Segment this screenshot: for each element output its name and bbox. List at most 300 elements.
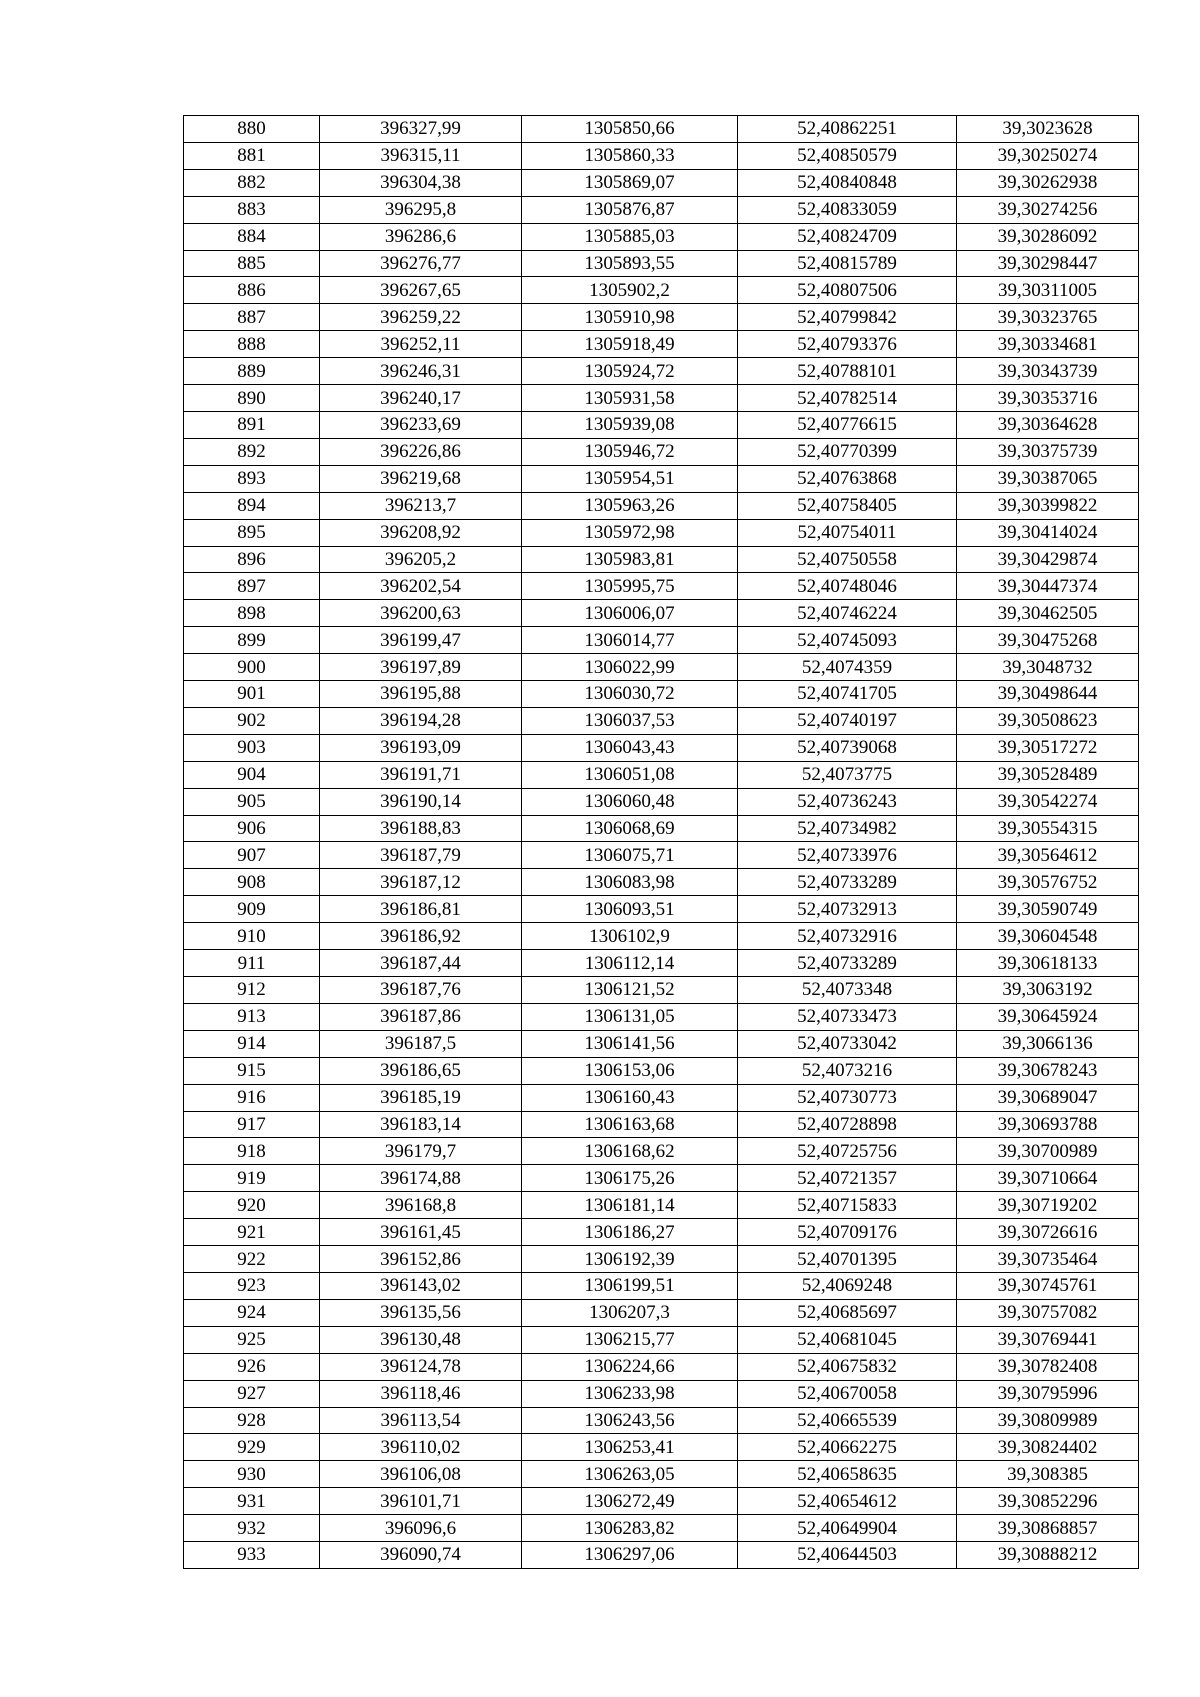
longitude-cell: 39,30757082 [957, 1299, 1139, 1326]
longitude-cell: 39,3023628 [957, 116, 1139, 143]
table-row [184, 1488, 1139, 1515]
table-row [184, 465, 1139, 492]
table-row [184, 142, 1139, 169]
latitude-cell: 52,40658635 [738, 1461, 957, 1488]
latitude-cell: 52,40701395 [738, 1246, 957, 1273]
y-coordinate-cell: 1306131,05 [522, 1003, 738, 1030]
x-coordinate-cell: 396246,31 [320, 358, 522, 385]
point-number-cell: 895 [184, 519, 320, 546]
point-number-cell: 921 [184, 1219, 320, 1246]
latitude-cell: 52,40685697 [738, 1299, 957, 1326]
longitude-cell: 39,30462505 [957, 600, 1139, 627]
y-coordinate-cell: 1306051,08 [522, 761, 738, 788]
x-coordinate-cell: 396304,38 [320, 169, 522, 196]
longitude-cell: 39,30429874 [957, 546, 1139, 573]
y-coordinate-cell: 1306192,39 [522, 1246, 738, 1273]
longitude-cell: 39,30375739 [957, 438, 1139, 465]
longitude-cell: 39,30735464 [957, 1246, 1139, 1273]
table-row [184, 896, 1139, 923]
latitude-cell: 52,40715833 [738, 1192, 957, 1219]
longitude-cell: 39,30719202 [957, 1192, 1139, 1219]
table-row [184, 950, 1139, 977]
longitude-cell: 39,30343739 [957, 358, 1139, 385]
longitude-cell: 39,30852296 [957, 1488, 1139, 1515]
point-number-cell: 909 [184, 896, 320, 923]
latitude-cell: 52,4073216 [738, 1057, 957, 1084]
longitude-cell: 39,30726616 [957, 1219, 1139, 1246]
y-coordinate-cell: 1305995,75 [522, 573, 738, 600]
y-coordinate-cell: 1306224,66 [522, 1353, 738, 1380]
point-number-cell: 902 [184, 707, 320, 734]
longitude-cell: 39,30517272 [957, 734, 1139, 761]
latitude-cell: 52,40709176 [738, 1219, 957, 1246]
point-number-cell: 890 [184, 385, 320, 412]
y-coordinate-cell: 1306199,51 [522, 1272, 738, 1299]
y-coordinate-cell: 1306068,69 [522, 815, 738, 842]
point-number-cell: 925 [184, 1326, 320, 1353]
y-coordinate-cell: 1306186,27 [522, 1219, 738, 1246]
table-row [184, 1299, 1139, 1326]
y-coordinate-cell: 1306060,48 [522, 788, 738, 815]
longitude-cell: 39,30618133 [957, 950, 1139, 977]
longitude-cell: 39,30323765 [957, 304, 1139, 331]
y-coordinate-cell: 1306006,07 [522, 600, 738, 627]
point-number-cell: 912 [184, 977, 320, 1004]
longitude-cell: 39,30414024 [957, 519, 1139, 546]
point-number-cell: 893 [184, 465, 320, 492]
longitude-cell: 39,30554315 [957, 815, 1139, 842]
point-number-cell: 932 [184, 1515, 320, 1542]
x-coordinate-cell: 396259,22 [320, 304, 522, 331]
point-number-cell: 888 [184, 331, 320, 358]
y-coordinate-cell: 1306297,06 [522, 1542, 738, 1569]
latitude-cell: 52,40776615 [738, 411, 957, 438]
longitude-cell: 39,30590749 [957, 896, 1139, 923]
table-row [184, 1407, 1139, 1434]
point-number-cell: 917 [184, 1111, 320, 1138]
latitude-cell: 52,40782514 [738, 385, 957, 412]
point-number-cell: 882 [184, 169, 320, 196]
longitude-cell: 39,30700989 [957, 1138, 1139, 1165]
point-number-cell: 892 [184, 438, 320, 465]
x-coordinate-cell: 396252,11 [320, 331, 522, 358]
x-coordinate-cell: 396202,54 [320, 573, 522, 600]
table-row [184, 1246, 1139, 1273]
x-coordinate-cell: 396219,68 [320, 465, 522, 492]
table-row [184, 1138, 1139, 1165]
table-row [184, 1380, 1139, 1407]
y-coordinate-cell: 1306153,06 [522, 1057, 738, 1084]
x-coordinate-cell: 396186,92 [320, 923, 522, 950]
longitude-cell: 39,3063192 [957, 977, 1139, 1004]
longitude-cell: 39,30311005 [957, 277, 1139, 304]
x-coordinate-cell: 396101,71 [320, 1488, 522, 1515]
x-coordinate-cell: 396090,74 [320, 1542, 522, 1569]
x-coordinate-cell: 396199,47 [320, 627, 522, 654]
point-number-cell: 898 [184, 600, 320, 627]
point-number-cell: 897 [184, 573, 320, 600]
table-row [184, 358, 1139, 385]
x-coordinate-cell: 396327,99 [320, 116, 522, 143]
point-number-cell: 883 [184, 196, 320, 223]
longitude-cell: 39,30528489 [957, 761, 1139, 788]
x-coordinate-cell: 396205,2 [320, 546, 522, 573]
longitude-cell: 39,30576752 [957, 869, 1139, 896]
y-coordinate-cell: 1306121,52 [522, 977, 738, 1004]
x-coordinate-cell: 396195,88 [320, 681, 522, 708]
latitude-cell: 52,40739068 [738, 734, 957, 761]
x-coordinate-cell: 396187,76 [320, 977, 522, 1004]
point-number-cell: 933 [184, 1542, 320, 1569]
y-coordinate-cell: 1305963,26 [522, 492, 738, 519]
table-row [184, 1084, 1139, 1111]
longitude-cell: 39,30498644 [957, 681, 1139, 708]
y-coordinate-cell: 1306215,77 [522, 1326, 738, 1353]
x-coordinate-cell: 396106,08 [320, 1461, 522, 1488]
point-number-cell: 918 [184, 1138, 320, 1165]
x-coordinate-cell: 396286,6 [320, 223, 522, 250]
latitude-cell: 52,40644503 [738, 1542, 957, 1569]
point-number-cell: 910 [184, 923, 320, 950]
point-number-cell: 889 [184, 358, 320, 385]
table-row [184, 573, 1139, 600]
point-number-cell: 884 [184, 223, 320, 250]
table-row [184, 196, 1139, 223]
y-coordinate-cell: 1306181,14 [522, 1192, 738, 1219]
y-coordinate-cell: 1305946,72 [522, 438, 738, 465]
y-coordinate-cell: 1305924,72 [522, 358, 738, 385]
latitude-cell: 52,40815789 [738, 250, 957, 277]
longitude-cell: 39,30508623 [957, 707, 1139, 734]
longitude-cell: 39,30604548 [957, 923, 1139, 950]
longitude-cell: 39,30689047 [957, 1084, 1139, 1111]
latitude-cell: 52,40662275 [738, 1434, 957, 1461]
latitude-cell: 52,40750558 [738, 546, 957, 573]
y-coordinate-cell: 1305983,81 [522, 546, 738, 573]
longitude-cell: 39,30250274 [957, 142, 1139, 169]
x-coordinate-cell: 396186,65 [320, 1057, 522, 1084]
y-coordinate-cell: 1306083,98 [522, 869, 738, 896]
latitude-cell: 52,4073775 [738, 761, 957, 788]
table-row [184, 842, 1139, 869]
y-coordinate-cell: 1306175,26 [522, 1165, 738, 1192]
x-coordinate-cell: 396110,02 [320, 1434, 522, 1461]
table-row [184, 923, 1139, 950]
table-row [184, 681, 1139, 708]
point-number-cell: 886 [184, 277, 320, 304]
table-row [184, 761, 1139, 788]
table-row [184, 815, 1139, 842]
y-coordinate-cell: 1306102,9 [522, 923, 738, 950]
point-number-cell: 907 [184, 842, 320, 869]
table-row [184, 492, 1139, 519]
latitude-cell: 52,4069248 [738, 1272, 957, 1299]
point-number-cell: 903 [184, 734, 320, 761]
point-number-cell: 900 [184, 654, 320, 681]
table-row [184, 1434, 1139, 1461]
point-number-cell: 885 [184, 250, 320, 277]
longitude-cell: 39,30274256 [957, 196, 1139, 223]
y-coordinate-cell: 1305902,2 [522, 277, 738, 304]
x-coordinate-cell: 396113,54 [320, 1407, 522, 1434]
latitude-cell: 52,40733289 [738, 869, 957, 896]
point-number-cell: 919 [184, 1165, 320, 1192]
x-coordinate-cell: 396267,65 [320, 277, 522, 304]
x-coordinate-cell: 396161,45 [320, 1219, 522, 1246]
point-number-cell: 930 [184, 1461, 320, 1488]
x-coordinate-cell: 396197,89 [320, 654, 522, 681]
latitude-cell: 52,40732916 [738, 923, 957, 950]
latitude-cell: 52,40833059 [738, 196, 957, 223]
latitude-cell: 52,40665539 [738, 1407, 957, 1434]
table-row [184, 627, 1139, 654]
x-coordinate-cell: 396185,19 [320, 1084, 522, 1111]
longitude-cell: 39,30693788 [957, 1111, 1139, 1138]
y-coordinate-cell: 1306263,05 [522, 1461, 738, 1488]
table-row [184, 1111, 1139, 1138]
x-coordinate-cell: 396130,48 [320, 1326, 522, 1353]
latitude-cell: 52,40730773 [738, 1084, 957, 1111]
point-number-cell: 931 [184, 1488, 320, 1515]
table-row [184, 1515, 1139, 1542]
y-coordinate-cell: 1305918,49 [522, 331, 738, 358]
x-coordinate-cell: 396168,8 [320, 1192, 522, 1219]
x-coordinate-cell: 396233,69 [320, 411, 522, 438]
x-coordinate-cell: 396276,77 [320, 250, 522, 277]
longitude-cell: 39,30769441 [957, 1326, 1139, 1353]
point-number-cell: 880 [184, 116, 320, 143]
longitude-cell: 39,30824402 [957, 1434, 1139, 1461]
point-number-cell: 896 [184, 546, 320, 573]
latitude-cell: 52,40850579 [738, 142, 957, 169]
y-coordinate-cell: 1306283,82 [522, 1515, 738, 1542]
latitude-cell: 52,40746224 [738, 600, 957, 627]
x-coordinate-cell: 396187,5 [320, 1030, 522, 1057]
x-coordinate-cell: 396152,86 [320, 1246, 522, 1273]
table-row [184, 385, 1139, 412]
longitude-cell: 39,30286092 [957, 223, 1139, 250]
y-coordinate-cell: 1305876,87 [522, 196, 738, 223]
y-coordinate-cell: 1305972,98 [522, 519, 738, 546]
table-row [184, 116, 1139, 143]
longitude-cell: 39,3066136 [957, 1030, 1139, 1057]
longitude-cell: 39,30782408 [957, 1353, 1139, 1380]
longitude-cell: 39,308385 [957, 1461, 1139, 1488]
longitude-cell: 39,30868857 [957, 1515, 1139, 1542]
y-coordinate-cell: 1305954,51 [522, 465, 738, 492]
latitude-cell: 52,40725756 [738, 1138, 957, 1165]
longitude-cell: 39,30745761 [957, 1272, 1139, 1299]
x-coordinate-cell: 396315,11 [320, 142, 522, 169]
y-coordinate-cell: 1306160,43 [522, 1084, 738, 1111]
longitude-cell: 39,30475268 [957, 627, 1139, 654]
y-coordinate-cell: 1306030,72 [522, 681, 738, 708]
latitude-cell: 52,40824709 [738, 223, 957, 250]
x-coordinate-cell: 396096,6 [320, 1515, 522, 1542]
longitude-cell: 39,30809989 [957, 1407, 1139, 1434]
table-row [184, 250, 1139, 277]
table-row [184, 1192, 1139, 1219]
latitude-cell: 52,40754011 [738, 519, 957, 546]
x-coordinate-cell: 396188,83 [320, 815, 522, 842]
latitude-cell: 52,40862251 [738, 116, 957, 143]
latitude-cell: 52,40793376 [738, 331, 957, 358]
y-coordinate-cell: 1305910,98 [522, 304, 738, 331]
latitude-cell: 52,40733976 [738, 842, 957, 869]
y-coordinate-cell: 1305893,55 [522, 250, 738, 277]
coordinates-table [183, 115, 1139, 1569]
longitude-cell: 39,30387065 [957, 465, 1139, 492]
table-row [184, 1057, 1139, 1084]
longitude-cell: 39,30447374 [957, 573, 1139, 600]
point-number-cell: 926 [184, 1353, 320, 1380]
x-coordinate-cell: 396124,78 [320, 1353, 522, 1380]
table-row [184, 223, 1139, 250]
point-number-cell: 924 [184, 1299, 320, 1326]
latitude-cell: 52,40807506 [738, 277, 957, 304]
latitude-cell: 52,40840848 [738, 169, 957, 196]
table-row [184, 1003, 1139, 1030]
x-coordinate-cell: 396179,7 [320, 1138, 522, 1165]
x-coordinate-cell: 396118,46 [320, 1380, 522, 1407]
latitude-cell: 52,40675832 [738, 1353, 957, 1380]
y-coordinate-cell: 1306253,41 [522, 1434, 738, 1461]
y-coordinate-cell: 1305931,58 [522, 385, 738, 412]
table-row [184, 277, 1139, 304]
table-row [184, 1542, 1139, 1569]
latitude-cell: 52,40748046 [738, 573, 957, 600]
x-coordinate-cell: 396200,63 [320, 600, 522, 627]
latitude-cell: 52,40721357 [738, 1165, 957, 1192]
latitude-cell: 52,40733473 [738, 1003, 957, 1030]
x-coordinate-cell: 396208,92 [320, 519, 522, 546]
latitude-cell: 52,40681045 [738, 1326, 957, 1353]
x-coordinate-cell: 396190,14 [320, 788, 522, 815]
x-coordinate-cell: 396191,71 [320, 761, 522, 788]
point-number-cell: 916 [184, 1084, 320, 1111]
table-row [184, 304, 1139, 331]
table-row [184, 1461, 1139, 1488]
longitude-cell: 39,30710664 [957, 1165, 1139, 1192]
latitude-cell: 52,40740197 [738, 707, 957, 734]
latitude-cell: 52,40649904 [738, 1515, 957, 1542]
point-number-cell: 908 [184, 869, 320, 896]
y-coordinate-cell: 1306207,3 [522, 1299, 738, 1326]
latitude-cell: 52,40741705 [738, 681, 957, 708]
point-number-cell: 905 [184, 788, 320, 815]
y-coordinate-cell: 1306272,49 [522, 1488, 738, 1515]
y-coordinate-cell: 1306112,14 [522, 950, 738, 977]
y-coordinate-cell: 1306141,56 [522, 1030, 738, 1057]
point-number-cell: 906 [184, 815, 320, 842]
point-number-cell: 899 [184, 627, 320, 654]
point-number-cell: 928 [184, 1407, 320, 1434]
table-row [184, 411, 1139, 438]
longitude-cell: 39,30645924 [957, 1003, 1139, 1030]
x-coordinate-cell: 396295,8 [320, 196, 522, 223]
point-number-cell: 927 [184, 1380, 320, 1407]
longitude-cell: 39,30353716 [957, 385, 1139, 412]
latitude-cell: 52,40654612 [738, 1488, 957, 1515]
x-coordinate-cell: 396226,86 [320, 438, 522, 465]
table-row [184, 1219, 1139, 1246]
y-coordinate-cell: 1306163,68 [522, 1111, 738, 1138]
point-number-cell: 904 [184, 761, 320, 788]
y-coordinate-cell: 1306022,99 [522, 654, 738, 681]
x-coordinate-cell: 396143,02 [320, 1272, 522, 1299]
x-coordinate-cell: 396194,28 [320, 707, 522, 734]
y-coordinate-cell: 1306233,98 [522, 1380, 738, 1407]
x-coordinate-cell: 396187,12 [320, 869, 522, 896]
x-coordinate-cell: 396187,44 [320, 950, 522, 977]
table-row [184, 169, 1139, 196]
x-coordinate-cell: 396193,09 [320, 734, 522, 761]
x-coordinate-cell: 396186,81 [320, 896, 522, 923]
point-number-cell: 881 [184, 142, 320, 169]
table-row [184, 546, 1139, 573]
point-number-cell: 920 [184, 1192, 320, 1219]
point-number-cell: 913 [184, 1003, 320, 1030]
y-coordinate-cell: 1306043,43 [522, 734, 738, 761]
table-row [184, 438, 1139, 465]
table-row [184, 1272, 1139, 1299]
table-row [184, 869, 1139, 896]
latitude-cell: 52,40733042 [738, 1030, 957, 1057]
x-coordinate-cell: 396135,56 [320, 1299, 522, 1326]
table-row [184, 734, 1139, 761]
x-coordinate-cell: 396183,14 [320, 1111, 522, 1138]
longitude-cell: 39,30334681 [957, 331, 1139, 358]
table-row [184, 600, 1139, 627]
latitude-cell: 52,40758405 [738, 492, 957, 519]
y-coordinate-cell: 1305885,03 [522, 223, 738, 250]
longitude-cell: 39,30888212 [957, 1542, 1139, 1569]
table-row [184, 1353, 1139, 1380]
latitude-cell: 52,40745093 [738, 627, 957, 654]
table-row [184, 788, 1139, 815]
longitude-cell: 39,30564612 [957, 842, 1139, 869]
point-number-cell: 901 [184, 681, 320, 708]
latitude-cell: 52,40728898 [738, 1111, 957, 1138]
table-row [184, 1326, 1139, 1353]
table-row [184, 331, 1139, 358]
longitude-cell: 39,30678243 [957, 1057, 1139, 1084]
point-number-cell: 891 [184, 411, 320, 438]
latitude-cell: 52,40799842 [738, 304, 957, 331]
x-coordinate-cell: 396187,86 [320, 1003, 522, 1030]
latitude-cell: 52,4073348 [738, 977, 957, 1004]
longitude-cell: 39,30542274 [957, 788, 1139, 815]
longitude-cell: 39,30298447 [957, 250, 1139, 277]
point-number-cell: 914 [184, 1030, 320, 1057]
table-row [184, 654, 1139, 681]
point-number-cell: 911 [184, 950, 320, 977]
latitude-cell: 52,40733289 [738, 950, 957, 977]
y-coordinate-cell: 1305850,66 [522, 116, 738, 143]
latitude-cell: 52,40736243 [738, 788, 957, 815]
latitude-cell: 52,40732913 [738, 896, 957, 923]
y-coordinate-cell: 1305869,07 [522, 169, 738, 196]
y-coordinate-cell: 1306075,71 [522, 842, 738, 869]
point-number-cell: 887 [184, 304, 320, 331]
latitude-cell: 52,40763868 [738, 465, 957, 492]
table-row [184, 977, 1139, 1004]
longitude-cell: 39,30795996 [957, 1380, 1139, 1407]
y-coordinate-cell: 1306093,51 [522, 896, 738, 923]
y-coordinate-cell: 1306014,77 [522, 627, 738, 654]
x-coordinate-cell: 396187,79 [320, 842, 522, 869]
latitude-cell: 52,40670058 [738, 1380, 957, 1407]
